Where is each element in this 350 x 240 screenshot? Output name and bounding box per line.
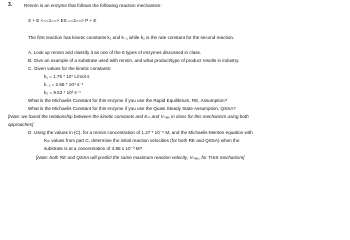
k-minus1-value: k₋₁ = 2.66 * 10⁴ s⁻¹ [44, 82, 84, 87]
question-number: 3. [8, 2, 13, 8]
part-d-line3: substrate is at a concentration of 4.88 x 10⁻³ M? [44, 146, 143, 151]
question-rapid-equilibrium: What is the Michaelis Constant for this enzyme if you use the Rapid Equilibrium, RE, Assumption? [28, 98, 228, 103]
question-qssa: What is the Michaelis Constant for this enzyme if you use the Quasi Steady State Assumption, QSSA? [28, 106, 236, 111]
part-a: A. Look up rennin and classify it as one of the 6 types of enzymes discussed in class. [28, 50, 202, 55]
part-d-line1: D. Using the values in (C), for a rennin concentration of 1.27 * 10⁻⁶ M, and the Michaelis-Menten equation with [28, 130, 253, 135]
intro-text: Rennin is an enzyme that follows the following reaction mechanism: [24, 3, 162, 8]
note-part-c-line2: approaches] [8, 122, 34, 127]
part-d-line2: Kₘ values from part C, determine the initial reaction velocities (for both RE and QSSA) when the [44, 138, 240, 143]
mechanism-equation: S + E <==1==> ES ==2==> P + E [28, 18, 97, 23]
part-c: C. Given values for the kinetic constants: [28, 66, 112, 71]
note-part-c-line1: [Note: we found the relationship between the kinetic constants and Kₘ and Vₘₐₓ in class for this mechanism using both [8, 114, 249, 119]
part-b: B. Give an example of a substrate used with rennin, and what product/type of product results in industry. [28, 58, 240, 63]
rate-constants-note: The first reaction has kinetic constants k₁ and k₋₁ while k₂ is the rate constant for the second reaction. [28, 35, 235, 40]
k1-value: k₁ = 1.75 * 10⁷ L/mol·s [44, 74, 90, 79]
k2-value: k₂ = 9.53 * 10³ s⁻¹ [44, 90, 81, 95]
note-part-d: [Note: both RE and QSSA will predict the same maximum reaction velocity, Vₘₐₓ, for THIS mechanism] [36, 155, 245, 160]
